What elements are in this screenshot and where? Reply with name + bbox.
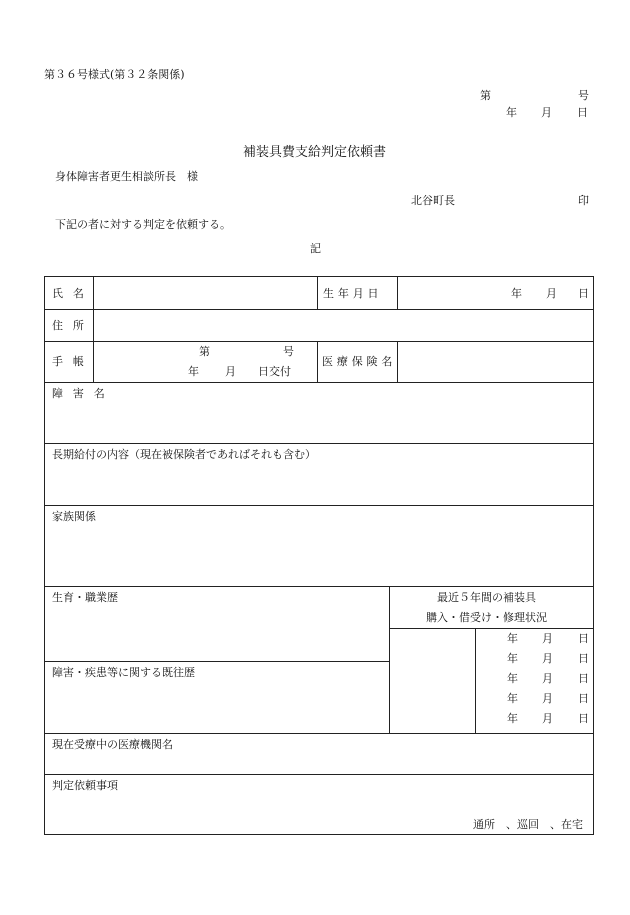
birthdate-label: 生年月日 [323,287,383,300]
techo-label: 手帳 [52,355,94,368]
row-divider [45,341,593,342]
col-divider [475,628,476,733]
device-date-year: 年 [507,712,518,725]
techo-month: 月 [225,365,236,378]
device-date-day: 日 [578,672,589,685]
address-label: 住所 [52,319,94,332]
intro-text: 下記の者に対する判定を依頼する。 [55,218,231,231]
techo-issued: 日交付 [258,365,291,378]
upbringing-label: 生育・職業歴 [52,591,118,604]
device-date-month: 月 [542,692,553,705]
device-date-year: 年 [507,652,518,665]
device-date-year: 年 [507,692,518,705]
col-divider [397,341,398,382]
form-number: 第３６号様式(第３２条関係) [44,68,185,81]
birth-year: 年 [511,287,522,300]
row-divider [45,309,593,310]
row-divider [45,733,593,734]
device-date-year: 年 [507,672,518,685]
date-day: 日 [577,106,588,119]
device-date-day: 日 [578,712,589,725]
medical-history-label: 障害・疾患等に関する既往歴 [52,666,195,679]
device-date-day: 日 [578,652,589,665]
col-divider [397,277,398,309]
techo-year: 年 [188,365,199,378]
row-divider [389,628,593,629]
techo-dai: 第 [199,345,210,358]
date-month: 月 [541,106,552,119]
row-divider [45,505,593,506]
col-divider [317,277,318,309]
request-label: 判定依頼事項 [52,779,118,792]
document-title: 補装具費支給判定依頼書 [243,145,387,160]
row-divider [45,443,593,444]
row-divider [45,774,593,775]
row-divider [45,586,593,587]
birth-month: 月 [546,287,557,300]
col-divider [317,341,318,382]
date-year: 年 [506,106,517,119]
insurance-label: 医療保険名 [322,355,397,368]
seal-mark: 印 [578,194,589,207]
family-label: 家族関係 [52,510,96,523]
disability-label: 障害名 [52,387,115,400]
device-date-year: 年 [507,632,518,645]
doc-number-go: 号 [578,89,589,102]
device-date-month: 月 [542,652,553,665]
sender: 北谷町長 [411,194,455,207]
recent-devices-line1: 最近５年間の補装具 [437,591,536,604]
current-institution-label: 現在受療中の医療機関名 [52,738,173,751]
birth-day: 日 [578,287,589,300]
addressee: 身体障害者更生相談所長 様 [55,170,198,183]
row-divider [45,382,593,383]
col-divider [389,586,390,733]
device-date-day: 日 [578,632,589,645]
doc-number-dai: 第 [480,89,491,102]
device-date-month: 月 [542,712,553,725]
recent-devices-line2: 購入・借受け・修理状況 [426,611,547,624]
row-divider [45,661,389,662]
techo-go: 号 [283,345,294,358]
name-label: 氏名 [52,287,94,300]
device-date-day: 日 [578,692,589,705]
request-options: 通所 、巡回 、在宅 [473,818,583,831]
long-term-benefit-label: 長期給付の内容（現在被保険者であればそれも含む） [52,448,316,461]
ki-heading: 記 [310,242,321,255]
device-date-month: 月 [542,632,553,645]
judgment-request-form [44,276,594,835]
device-date-month: 月 [542,672,553,685]
